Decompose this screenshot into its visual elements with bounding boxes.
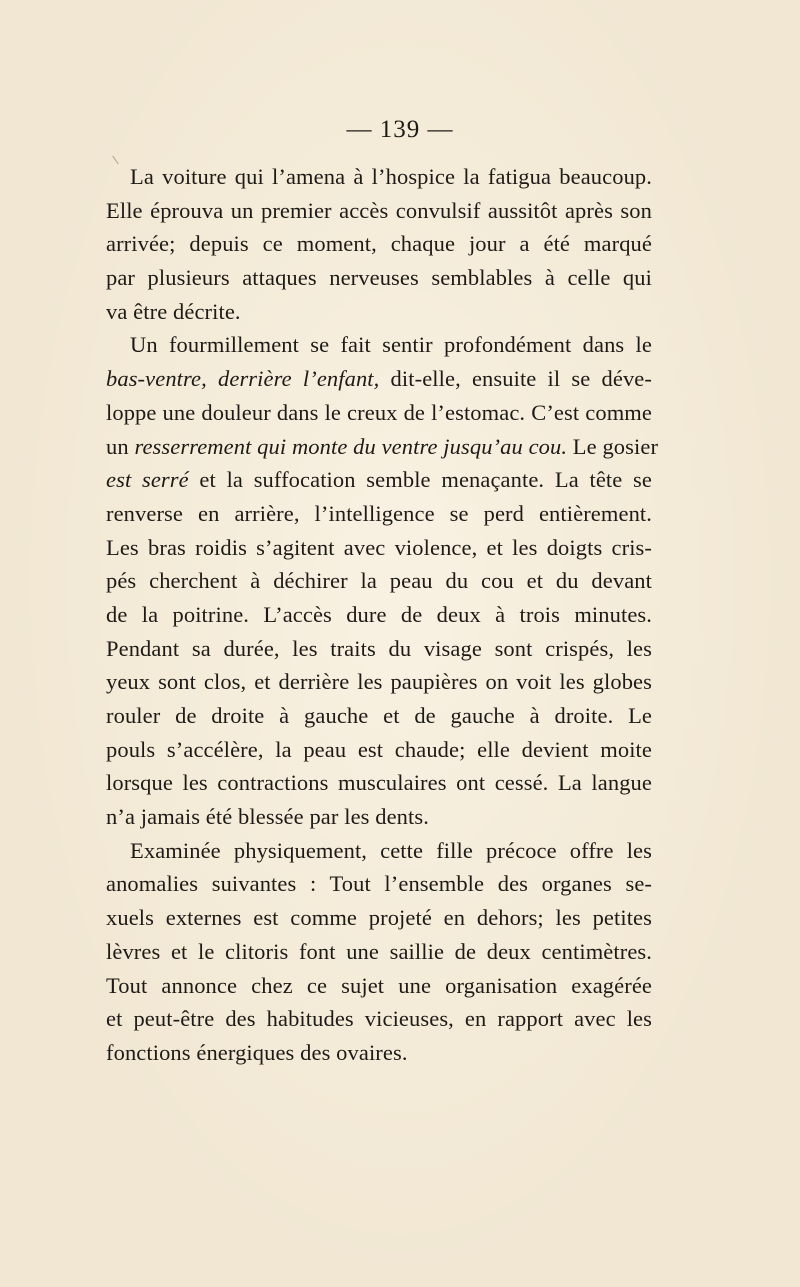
- text-run: Les bras roidis s’agitent avec violence, et les doigts cris-: [106, 534, 652, 560]
- text-line: [106, 396, 652, 430]
- text-line: [106, 598, 652, 632]
- text-run: Tout annonce chez ce sujet une organisation exagérée: [106, 972, 652, 998]
- text-run: va être décrite.: [106, 298, 241, 324]
- text-line: [106, 834, 652, 868]
- italic-run: est serré: [106, 467, 189, 493]
- text-line: [106, 800, 652, 834]
- text-run: de la poitrine. L’accès dure de deux à trois minutes.: [106, 601, 652, 627]
- text-run: un: [106, 433, 135, 459]
- text-run: loppe une douleur dans le creux de l’estomac. C’est comme: [106, 399, 652, 425]
- text-run: Pendant sa durée, les traits du visage sont crispés, les: [106, 635, 652, 661]
- text-run: et la suffocation semble menaçante. La tête se: [188, 467, 652, 493]
- text-run: anomalies suivantes : Tout l’ensemble des organes se-: [106, 871, 652, 897]
- text-run: pés cherchent à déchirer la peau du cou et du devant: [106, 568, 652, 594]
- text-run: xuels externes est comme projeté en dehors; les petites: [106, 905, 652, 931]
- text-line: [106, 261, 652, 295]
- text-line: [106, 295, 652, 329]
- text-line: [106, 160, 652, 194]
- text-run: dit-elle, ensuite il se déve-: [379, 366, 652, 392]
- italic-run: bas-ventre, derrière l’enfant,: [106, 366, 380, 392]
- text-line: [106, 430, 659, 464]
- text-run: et peut-être des habitudes vicieuses, en rapport avec les: [106, 1006, 652, 1032]
- text-line: [106, 766, 652, 800]
- text-run: Un fourmillement se fait sentir profondément dans le: [130, 332, 652, 358]
- text-run: La voiture qui l’amena à l’hospice la fatigua beaucoup.: [130, 164, 652, 189]
- text-line: [106, 1002, 652, 1036]
- text-line: [106, 531, 652, 565]
- page-number: — 139 —: [346, 116, 454, 143]
- text-run: par plusieurs attaques nerveuses semblables à celle qui: [106, 265, 652, 291]
- text-line: [106, 564, 652, 598]
- text-run: Le gosier: [567, 433, 659, 459]
- text-run: yeux sont clos, et derrière les paupières on voit les globes: [106, 669, 652, 695]
- italic-run: resserrement qui monte du ventre jusqu’au cou.: [134, 433, 568, 459]
- text-line: [106, 867, 652, 901]
- text-run: Elle éprouva un premier accès convulsif aussitôt après son: [106, 197, 652, 223]
- text-line: [106, 1036, 652, 1070]
- text-line: [106, 463, 652, 497]
- text-line: [106, 194, 652, 228]
- text-run: arrivée; depuis ce moment, chaque jour a été marqué: [106, 231, 652, 257]
- text-line: [106, 935, 652, 969]
- text-line: [106, 362, 652, 396]
- text-line: [106, 328, 652, 362]
- text-run: n’a jamais été blessée par les dents.: [106, 804, 429, 830]
- text-line: [106, 497, 652, 531]
- text-run: pouls s’accélère, la peau est chaude; elle devient moite: [106, 736, 652, 762]
- text-run: Examinée physiquement, cette fille précoce offre les: [130, 837, 652, 863]
- text-run: renverse en arrière, l’intelligence se perd entièrement.: [106, 500, 652, 526]
- text-line: [106, 632, 652, 666]
- text-line: [106, 901, 652, 935]
- text-run: fonctions énergiques des ovaires.: [106, 1039, 408, 1065]
- text-run: lèvres et le clitoris font une saillie de deux centimètres.: [106, 938, 652, 964]
- text-line: [106, 665, 652, 699]
- text-line: [106, 699, 652, 733]
- body-text: [106, 160, 659, 1070]
- text-line: [106, 227, 652, 261]
- text-run: lorsque les contractions musculaires ont cessé. La langue: [106, 770, 652, 796]
- text-run: rouler de droite à gauche et de gauche à droite. Le: [106, 703, 652, 728]
- text-line: [106, 733, 652, 767]
- text-line: [106, 969, 652, 1003]
